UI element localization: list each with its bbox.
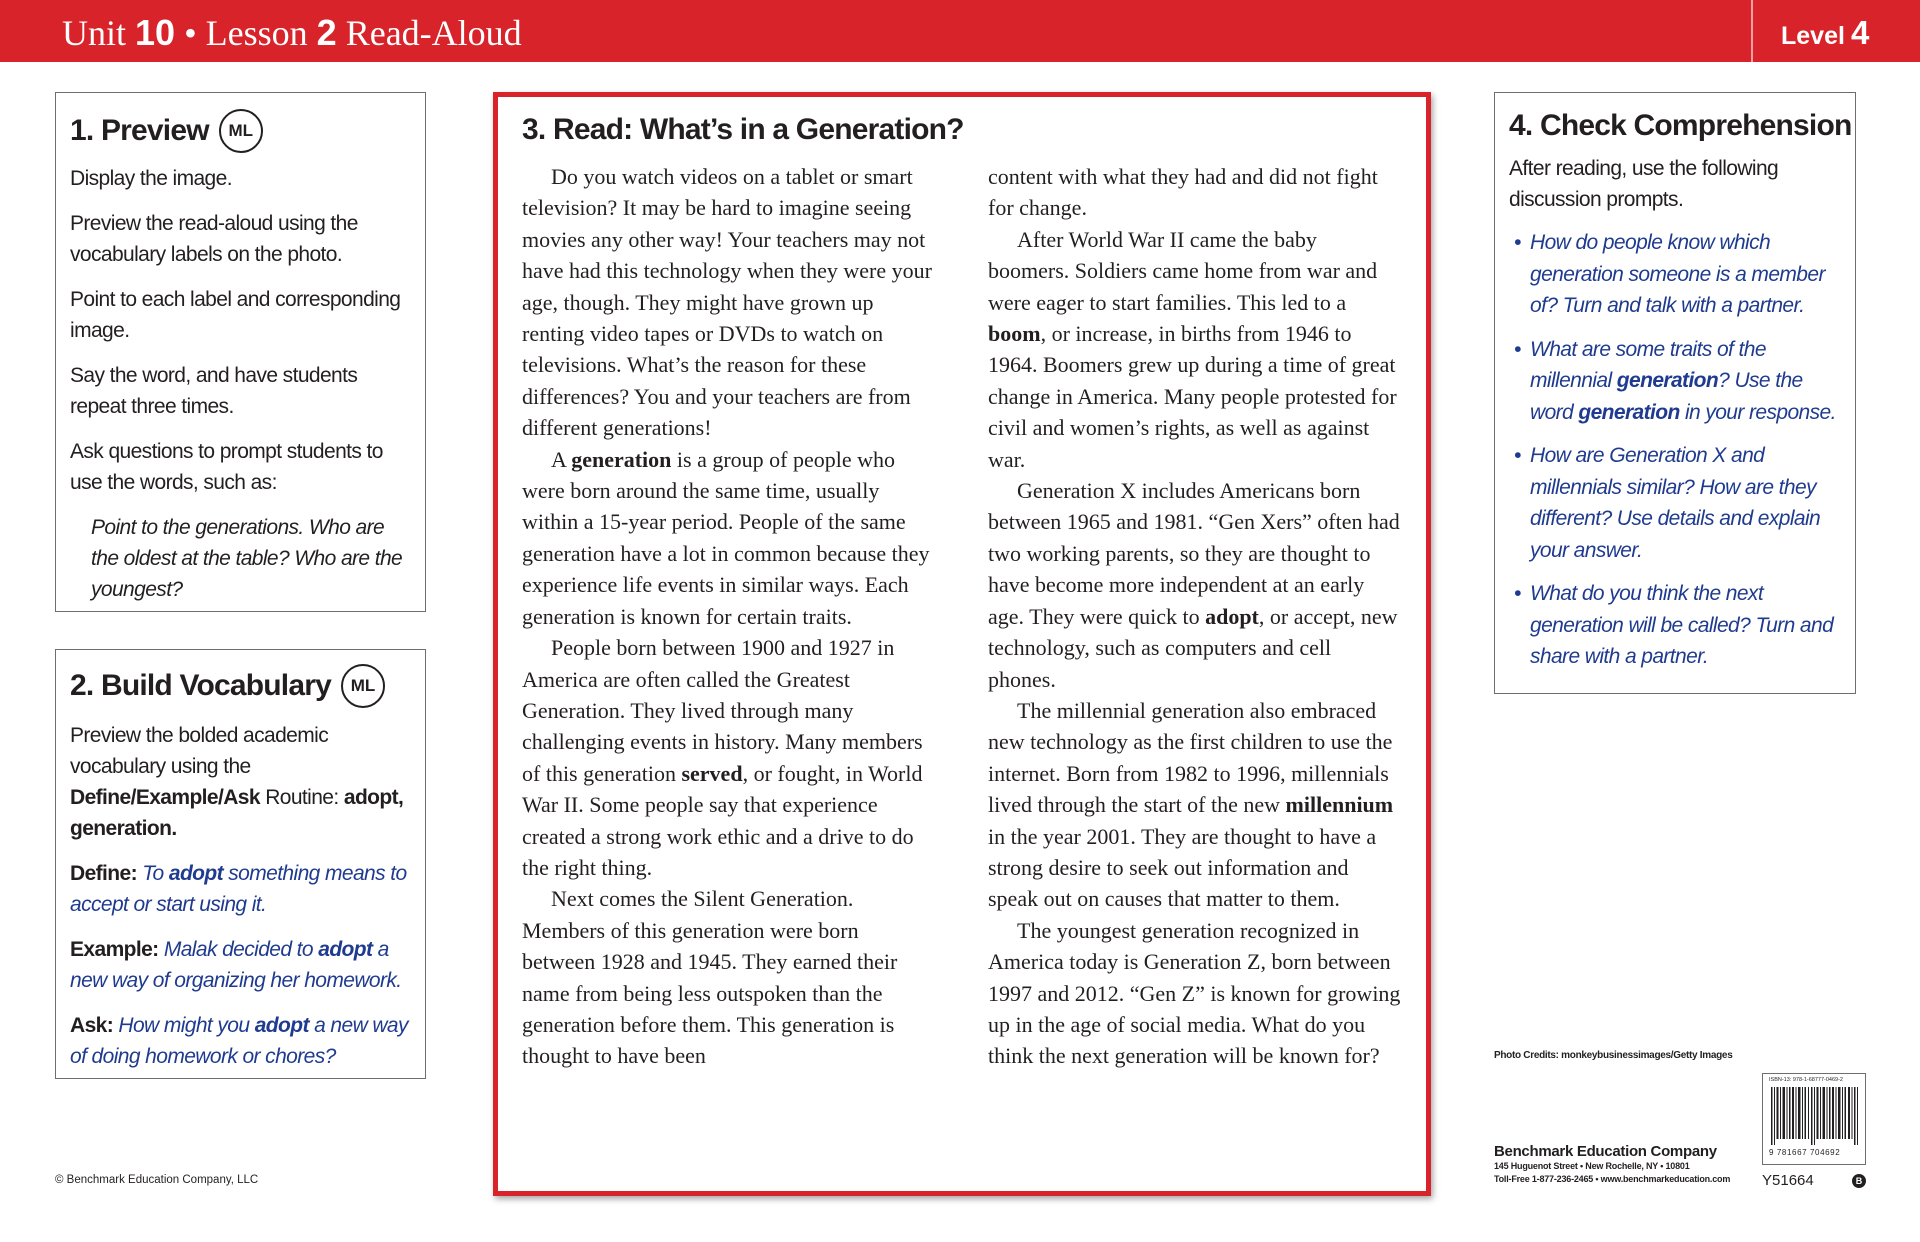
- ml-badge-icon: ML: [341, 664, 385, 708]
- paragraph-text: in the year 2001. They are thought to have a strong desire to seek out information and speak out on causes that matter to them.: [988, 823, 1377, 912]
- paragraph-text: Generation X includes Americans born between 1965 and 1981. “Gen Xers” often had two working parents, so they are thought to have become more independent at an early age. They were quick to: [988, 478, 1400, 629]
- prompt-text: How are Generation X and millennials similar? How are they different? Use details and explain your answer.: [1530, 444, 1821, 562]
- discussion-prompt: [1509, 578, 1841, 673]
- read-column-right: [988, 161, 1402, 1072]
- bullet-icon: •: [1514, 582, 1521, 605]
- paragraph-text: After World War II came the baby boomers. Soldiers came home from war and were eager to start families. This led to a: [988, 226, 1378, 315]
- bullet-icon: •: [1514, 444, 1521, 467]
- ask-word: adopt: [254, 1014, 309, 1037]
- barcode-icon: [1771, 1087, 1859, 1145]
- product-code: Y51664: [1762, 1172, 1814, 1189]
- read-paragraph: [988, 695, 1402, 915]
- read-paragraph: [522, 444, 936, 632]
- publisher-block: [1494, 1143, 1730, 1186]
- preview-heading: [70, 109, 411, 153]
- prompt-text: in your response.: [1679, 400, 1836, 424]
- preview-step: Ask questions to prompt students to use the words, such as:: [70, 440, 383, 494]
- example-word: adopt: [318, 938, 373, 961]
- preview-step: Say the word, and have students repeat three times.: [70, 364, 358, 418]
- intro-text: Routine:: [259, 786, 339, 809]
- read-paragraph: content with what they had and did not fight for change.: [988, 164, 1378, 221]
- lesson-type: Read-Aloud: [345, 13, 522, 53]
- isbn-label: ISBN-13: 978-1-68777-0469-2: [1769, 1077, 1843, 1083]
- discussion-prompt: [1509, 440, 1841, 566]
- unit-number: 10: [135, 12, 176, 53]
- read-paragraph: Next comes the Silent Generation. Members of this generation were born between 1928 and 1945. They earned their name from being less outspoken than the generation before them. This generation is thought to have been: [522, 886, 898, 1069]
- read-columns: [522, 161, 1402, 1072]
- define-text: something means to accept or start using it.: [70, 862, 407, 916]
- benchmark-b-icon: B: [1852, 1174, 1866, 1188]
- example-step: [70, 934, 411, 996]
- publisher-contact: Toll-Free 1-877-236-2465 • www.benchmarkeducation.com: [1494, 1174, 1731, 1184]
- define-word: adopt: [168, 862, 224, 885]
- check-title: 4. Check Comprehension: [1509, 109, 1852, 142]
- preview-section: [55, 92, 426, 612]
- prompt-text: ? Use the word: [1530, 369, 1803, 424]
- paragraph-text: The millennial generation also embraced new technology as the first children to use the internet. Born from 1982 to 1996, millennials lived through the start of the new: [988, 697, 1393, 818]
- check-comprehension-section: [1494, 92, 1856, 694]
- lesson-word: Lesson: [205, 13, 308, 53]
- paragraph-text: , or accept, new technology, such as computers and cell phones.: [988, 603, 1398, 692]
- lesson-title: [62, 12, 522, 54]
- title-separator: •: [184, 13, 197, 53]
- read-paragraph: The youngest generation recognized in America today is Generation Z, born between 1997 and 2012. “Gen Z” is known for growing up in the age of social media. What do you think the next generation will be known for?: [988, 917, 1401, 1069]
- vocab-word-generation: generation: [1616, 369, 1719, 392]
- paragraph-text: is a group of people who were born around the same time, usually within a 15-year period. People of the same generation have a lot in common because they experience life events in similar ways. Each generation is known for certain traits.: [522, 446, 930, 629]
- read-paragraph: Do you watch videos on a tablet or smart television? It may be hard to imagine seeing movies any other way! Your teachers may not have had this technology when they were your age, though. They might have grown up renting video tapes or DVDs to watch on televisions. What’s the reason for these differences? You and your teachers are from different generations!: [522, 164, 932, 441]
- vocabulary-words: adopt, generation.: [70, 786, 404, 840]
- read-paragraph: [988, 224, 1402, 475]
- vocabulary-intro: [70, 720, 411, 844]
- preview-step: Preview the read-aloud using the vocabulary labels on the photo.: [70, 212, 358, 266]
- bullet-icon: •: [1514, 337, 1521, 361]
- define-label: Define:: [70, 862, 137, 885]
- ask-text: How might you: [118, 1014, 255, 1037]
- ask-step: [70, 1010, 411, 1072]
- level-indicator: [1781, 14, 1869, 52]
- example-text: Malak decided to: [163, 938, 319, 961]
- read-title: 3. Read: What’s in a Generation?: [522, 113, 964, 146]
- routine-name: Define/Example/Ask: [70, 786, 260, 809]
- intro-text: Preview the bolded academic vocabulary using the: [70, 724, 329, 778]
- vocab-word-adopt: adopt: [1205, 603, 1259, 629]
- barcode-box: [1762, 1073, 1866, 1165]
- check-intro: After reading, use the following discussion prompts.: [1509, 157, 1779, 211]
- example-text: a new way of organizing her homework.: [70, 938, 402, 992]
- vocab-word-boom: boom: [988, 321, 1041, 347]
- ml-badge-icon: ML: [219, 109, 263, 153]
- lesson-number: 2: [316, 12, 337, 53]
- preview-title: 1. Preview: [70, 114, 209, 147]
- publisher-name: Benchmark Education Company: [1494, 1143, 1717, 1160]
- preview-step: Point to each label and corresponding image.: [70, 288, 401, 342]
- define-step: [70, 858, 411, 920]
- read-paragraph: [988, 475, 1402, 695]
- copyright-notice: © Benchmark Education Company, LLC: [55, 1174, 259, 1186]
- header-bar: [0, 0, 1920, 62]
- level-label: Level: [1781, 22, 1845, 50]
- ask-text: a new way of doing homework or chores?: [70, 1014, 408, 1068]
- vocab-word-generation: generation: [1578, 400, 1680, 424]
- prompt-text: How do people know which generation someone is a member of? Turn and talk with a partner.: [1530, 231, 1825, 317]
- prompt-text: What do you think the next generation will be called? Turn and share with a partner.: [1530, 582, 1834, 668]
- photo-credit: Photo Credits: monkeybusinessimages/Getty Images: [1494, 1050, 1733, 1061]
- preview-prompt: Point to the generations. Who are the oldest at the table? Who are the youngest?: [91, 516, 403, 601]
- vocabulary-section: [55, 649, 426, 1079]
- paragraph-text: People born between 1900 and 1927 in America are often called the Greatest Generation. They lived through many challenging events in history. Many members of this generation: [522, 635, 923, 786]
- read-column-left: [522, 161, 936, 1072]
- example-label: Example:: [70, 938, 159, 961]
- level-number: 4: [1850, 14, 1870, 51]
- vocabulary-heading: [70, 664, 411, 708]
- define-text: To: [142, 862, 169, 885]
- unit-word: Unit: [62, 13, 127, 53]
- bullet-icon: •: [1514, 231, 1521, 254]
- discussion-prompt: [1509, 334, 1841, 429]
- isbn-number: 9 781667 704692: [1769, 1148, 1841, 1157]
- header-divider: [1751, 0, 1753, 62]
- prompt-text: What are some traits of the millennial: [1530, 337, 1766, 392]
- paragraph-text: , or increase, in births from 1946 to 1964. Boomers grew up during a time of great change in America. Many people protested for civil and women’s rights, as well as against war.: [988, 321, 1397, 472]
- read-section: [493, 92, 1431, 1196]
- ask-label: Ask:: [70, 1014, 114, 1037]
- vocab-word-served: served: [681, 760, 743, 786]
- discussion-prompts: [1509, 227, 1841, 673]
- vocab-word-generation: generation: [571, 446, 672, 472]
- paragraph-text: , or fought, in World War II. Some people say that experience created a strong work ethic and a drive to do the right thing.: [522, 760, 923, 880]
- paragraph-text: A: [551, 446, 572, 472]
- read-paragraph: [522, 632, 936, 883]
- discussion-prompt: [1509, 227, 1841, 322]
- vocab-word-millennium: millennium: [1285, 792, 1394, 818]
- preview-step: Display the image.: [70, 167, 232, 190]
- publisher-address: 145 Huguenot Street • New Rochelle, NY • 10801: [1494, 1161, 1690, 1171]
- vocabulary-title: 2. Build Vocabulary: [70, 669, 331, 702]
